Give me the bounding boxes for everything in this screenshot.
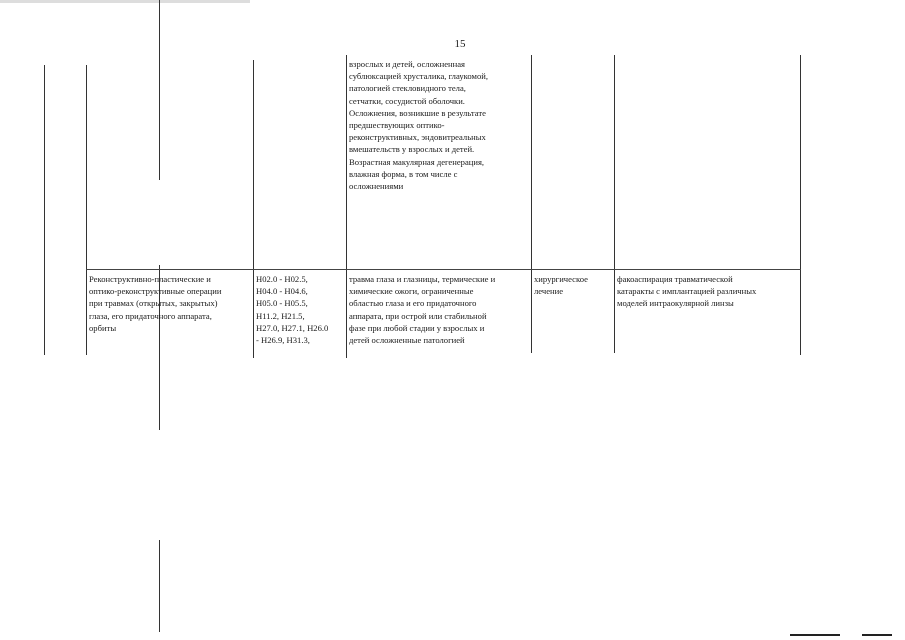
scan-artifact-line (159, 540, 160, 632)
scan-artifact-bottom (862, 634, 892, 636)
table-border-left (44, 65, 45, 355)
table-row-divider (86, 269, 801, 270)
treatment-method-cell: факоаспирация травматической катаракты с имплантацией различных моделей интраокулярной линзы (617, 274, 757, 309)
diagnosis-codes-cell: H02.0 - H02.5, H04.0 - H04.6, H05.0 - H05.5, H11.2, H21.5, H27.0, H27.1, H26.0 - H26.9, H31.3, (256, 274, 329, 346)
diagnosis-description-cell: травма глаза и глазницы, термические и химические ожоги, ограниченные областью глаза и его придаточного аппарата, при острой или стабильной фазе при любой стадии у взрослых и детей осложненные патологией (349, 274, 496, 346)
scan-artifact-top (0, 0, 250, 3)
table-column-divider (531, 55, 532, 353)
page-number: 15 (454, 38, 466, 50)
scan-artifact-bottom (790, 634, 840, 636)
procedure-name-cell: Реконструктивно-пластические и оптико-реконструктивные операции при травмах (открытых, закрытых) глаза, его придаточного аппарата, орбиты (89, 274, 222, 333)
table-border-right (800, 55, 801, 355)
table-column-divider (614, 55, 615, 353)
table-column-divider (86, 65, 87, 355)
top-row-diagnosis-cell: взрослых и детей, осложненная сублюксацией хрусталика, глаукомой, патологией стекловидного тела, сетчатки, сосудистой оболочки. Осложнения, возникшие в результате предшествующих оптико- реконструктивных, эндовитреальных вмешательств у взрослых и детей. Возрастная макулярная дегенерация, влажная форма, в том числе с осложнениями (349, 59, 488, 192)
scan-artifact-line (159, 0, 160, 180)
treatment-type-cell: хирургическое лечение (534, 274, 588, 297)
